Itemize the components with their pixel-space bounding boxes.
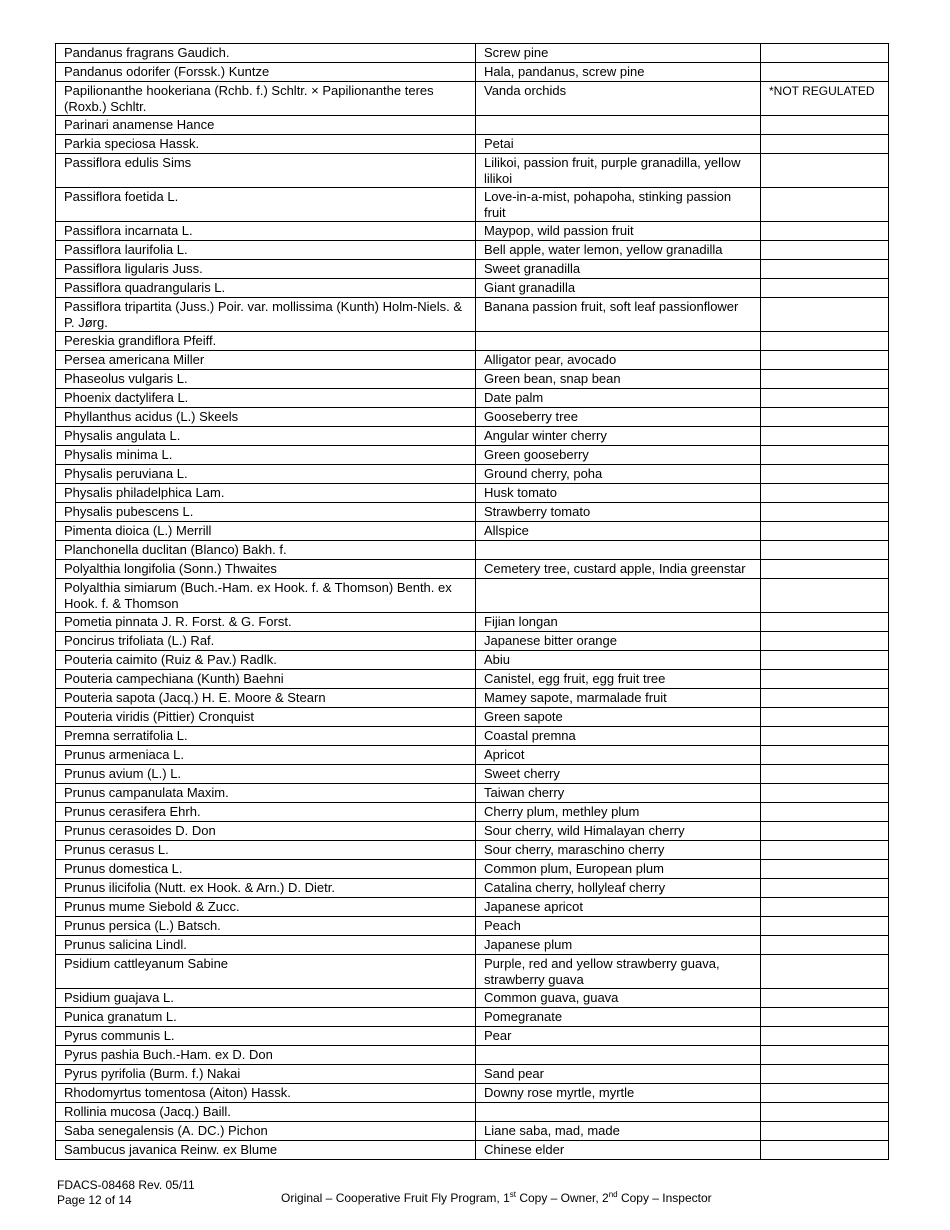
common-name-cell: Pomegranate xyxy=(476,1008,761,1027)
table-row xyxy=(56,898,889,917)
regulation-note-cell xyxy=(761,746,889,765)
common-name-cell: Allspice xyxy=(476,522,761,541)
regulation-note-cell xyxy=(761,1008,889,1027)
common-name-cell: Purple, red and yellow strawberry guava, strawberry guava xyxy=(476,955,761,989)
table-row xyxy=(56,1084,889,1103)
regulation-note-cell xyxy=(761,803,889,822)
common-name-cell: Green sapote xyxy=(476,708,761,727)
table-row xyxy=(56,446,889,465)
regulation-note-cell xyxy=(761,135,889,154)
common-name-cell: Mamey sapote, marmalade fruit xyxy=(476,689,761,708)
common-name-cell: Sour cherry, wild Himalayan cherry xyxy=(476,822,761,841)
scientific-name-cell: Premna serratifolia L. xyxy=(56,727,476,746)
table-row xyxy=(56,765,889,784)
table-row xyxy=(56,389,889,408)
scientific-name-cell: Pouteria sapota (Jacq.) H. E. Moore & Stearn xyxy=(56,689,476,708)
scientific-name-cell: Pandanus odorifer (Forssk.) Kuntze xyxy=(56,63,476,82)
scientific-name-cell: Pyrus communis L. xyxy=(56,1027,476,1046)
scientific-name-cell: Pouteria caimito (Ruiz & Pav.) Radlk. xyxy=(56,651,476,670)
common-name-cell: Common guava, guava xyxy=(476,989,761,1008)
table-row xyxy=(56,260,889,279)
regulation-note-cell xyxy=(761,898,889,917)
scientific-name-cell: Pereskia grandiflora Pfeiff. xyxy=(56,332,476,351)
regulation-note-cell xyxy=(761,154,889,188)
regulation-note-cell xyxy=(761,708,889,727)
table-row xyxy=(56,241,889,260)
table-row xyxy=(56,1008,889,1027)
table-row xyxy=(56,408,889,427)
scientific-name-cell: Physalis peruviana L. xyxy=(56,465,476,484)
table-row xyxy=(56,841,889,860)
regulation-note-cell xyxy=(761,1141,889,1160)
table-row xyxy=(56,427,889,446)
scientific-name-cell: Passiflora incarnata L. xyxy=(56,222,476,241)
scientific-name-cell: Passiflora tripartita (Juss.) Poir. var. mollissima (Kunth) Holm-Niels. & P. Jørg. xyxy=(56,298,476,332)
regulation-note-cell xyxy=(761,879,889,898)
common-name-cell: Common plum, European plum xyxy=(476,860,761,879)
scientific-name-cell: Physalis philadelphica Lam. xyxy=(56,484,476,503)
regulation-note-cell xyxy=(761,222,889,241)
common-name-cell: Liane saba, mad, made xyxy=(476,1122,761,1141)
scientific-name-cell: Prunus ilicifolia (Nutt. ex Hook. & Arn.) D. Dietr. xyxy=(56,879,476,898)
table-row xyxy=(56,465,889,484)
regulation-note-cell xyxy=(761,784,889,803)
regulation-note-cell: *NOT REGULATED xyxy=(761,82,889,116)
scientific-name-cell: Rollinia mucosa (Jacq.) Baill. xyxy=(56,1103,476,1122)
common-name-cell: Alligator pear, avocado xyxy=(476,351,761,370)
table-row xyxy=(56,689,889,708)
table-row xyxy=(56,503,889,522)
regulation-note-cell xyxy=(761,241,889,260)
scientific-name-cell: Prunus salicina Lindl. xyxy=(56,936,476,955)
table-row xyxy=(56,332,889,351)
regulation-note-cell xyxy=(761,670,889,689)
common-name-cell: Peach xyxy=(476,917,761,936)
regulation-note-cell xyxy=(761,332,889,351)
scientific-name-cell: Pyrus pyrifolia (Burm. f.) Nakai xyxy=(56,1065,476,1084)
common-name-cell: Sour cherry, maraschino cherry xyxy=(476,841,761,860)
table-row xyxy=(56,803,889,822)
table-row xyxy=(56,955,889,989)
table-row xyxy=(56,1027,889,1046)
common-name-cell: Cemetery tree, custard apple, India greenstar xyxy=(476,560,761,579)
common-name-cell: Bell apple, water lemon, yellow granadilla xyxy=(476,241,761,260)
copies-suffix: Copy – Inspector xyxy=(617,1191,712,1205)
scientific-name-cell: Pyrus pashia Buch.-Ham. ex D. Don xyxy=(56,1046,476,1065)
regulation-note-cell xyxy=(761,579,889,613)
regulation-note-cell xyxy=(761,1122,889,1141)
regulation-note-cell xyxy=(761,279,889,298)
regulation-note-cell xyxy=(761,351,889,370)
common-name-cell: Date palm xyxy=(476,389,761,408)
scientific-name-cell: Planchonella duclitan (Blanco) Bakh. f. xyxy=(56,541,476,560)
footer-form-info xyxy=(57,1178,195,1208)
regulation-note-cell xyxy=(761,63,889,82)
scientific-name-cell: Prunus mume Siebold & Zucc. xyxy=(56,898,476,917)
regulation-note-cell xyxy=(761,651,889,670)
common-name-cell: Gooseberry tree xyxy=(476,408,761,427)
regulation-note-cell xyxy=(761,1084,889,1103)
scientific-name-cell: Prunus cerasifera Ehrh. xyxy=(56,803,476,822)
common-name-cell: Taiwan cherry xyxy=(476,784,761,803)
common-name-cell: Hala, pandanus, screw pine xyxy=(476,63,761,82)
regulation-note-cell xyxy=(761,298,889,332)
scientific-name-cell: Sambucus javanica Reinw. ex Blume xyxy=(56,1141,476,1160)
common-name-cell: Husk tomato xyxy=(476,484,761,503)
scientific-name-cell: Papilionanthe hookeriana (Rchb. f.) Schltr. × Papilionanthe teres (Roxb.) Schltr. xyxy=(56,82,476,116)
scientific-name-cell: Poncirus trifoliata (L.) Raf. xyxy=(56,632,476,651)
table-row xyxy=(56,784,889,803)
table-row xyxy=(56,541,889,560)
scientific-name-cell: Psidium guajava L. xyxy=(56,989,476,1008)
regulation-note-cell xyxy=(761,989,889,1008)
scientific-name-cell: Parkia speciosa Hassk. xyxy=(56,135,476,154)
scientific-name-cell: Phoenix dactylifera L. xyxy=(56,389,476,408)
regulation-note-cell xyxy=(761,541,889,560)
regulation-note-cell xyxy=(761,560,889,579)
regulation-note-cell xyxy=(761,522,889,541)
scientific-name-cell: Rhodomyrtus tomentosa (Aiton) Hassk. xyxy=(56,1084,476,1103)
table-row xyxy=(56,484,889,503)
common-name-cell: Catalina cherry, hollyleaf cherry xyxy=(476,879,761,898)
scientific-name-cell: Prunus cerasoides D. Don xyxy=(56,822,476,841)
regulation-note-cell xyxy=(761,936,889,955)
scientific-name-cell: Phyllanthus acidus (L.) Skeels xyxy=(56,408,476,427)
common-name-cell: Sweet cherry xyxy=(476,765,761,784)
scientific-name-cell: Polyalthia simiarum (Buch.-Ham. ex Hook. f. & Thomson) Benth. ex Hook. f. & Thomson xyxy=(56,579,476,613)
common-name-cell: Canistel, egg fruit, egg fruit tree xyxy=(476,670,761,689)
common-name-cell: Apricot xyxy=(476,746,761,765)
regulation-note-cell xyxy=(761,44,889,63)
table-row xyxy=(56,708,889,727)
table-row xyxy=(56,822,889,841)
footer-copies-note xyxy=(281,1191,712,1206)
page-number: Page 12 of 14 xyxy=(57,1193,132,1207)
common-name-cell: Pear xyxy=(476,1027,761,1046)
common-name-cell: Chinese elder xyxy=(476,1141,761,1160)
table-row xyxy=(56,860,889,879)
table-row xyxy=(56,222,889,241)
table-row xyxy=(56,1122,889,1141)
common-name-cell: Screw pine xyxy=(476,44,761,63)
scientific-name-cell: Pouteria viridis (Pittier) Cronquist xyxy=(56,708,476,727)
regulation-note-cell xyxy=(761,689,889,708)
regulation-note-cell xyxy=(761,260,889,279)
table-row xyxy=(56,154,889,188)
scientific-name-cell: Punica granatum L. xyxy=(56,1008,476,1027)
common-name-cell: Giant granadilla xyxy=(476,279,761,298)
regulation-note-cell xyxy=(761,1103,889,1122)
copies-sup-1: st xyxy=(509,1190,516,1199)
regulation-note-cell xyxy=(761,613,889,632)
table-row xyxy=(56,279,889,298)
regulation-note-cell xyxy=(761,503,889,522)
table-row xyxy=(56,632,889,651)
common-name-cell: Cherry plum, methley plum xyxy=(476,803,761,822)
common-name-cell: Lilikoi, passion fruit, purple granadilla, yellow lilikoi xyxy=(476,154,761,188)
common-name-cell: Sweet granadilla xyxy=(476,260,761,279)
table-row xyxy=(56,63,889,82)
common-name-cell: Angular winter cherry xyxy=(476,427,761,446)
scientific-name-cell: Polyalthia longifolia (Sonn.) Thwaites xyxy=(56,560,476,579)
table-row xyxy=(56,135,889,154)
table-row xyxy=(56,522,889,541)
table-row xyxy=(56,298,889,332)
common-name-cell: Japanese apricot xyxy=(476,898,761,917)
regulation-note-cell xyxy=(761,1065,889,1084)
copies-mid: Copy – Owner, 2 xyxy=(515,1191,609,1205)
table-row xyxy=(56,560,889,579)
scientific-name-cell: Pouteria campechiana (Kunth) Baehni xyxy=(56,670,476,689)
scientific-name-cell: Pimenta dioica (L.) Merrill xyxy=(56,522,476,541)
common-name-cell: Love-in-a-mist, pohapoha, stinking passion fruit xyxy=(476,188,761,222)
regulation-note-cell xyxy=(761,917,889,936)
common-name-cell: Green bean, snap bean xyxy=(476,370,761,389)
common-name-cell: Ground cherry, poha xyxy=(476,465,761,484)
table-row xyxy=(56,879,889,898)
scientific-name-cell: Prunus persica (L.) Batsch. xyxy=(56,917,476,936)
regulation-note-cell xyxy=(761,188,889,222)
scientific-name-cell: Pandanus fragrans Gaudich. xyxy=(56,44,476,63)
regulation-note-cell xyxy=(761,116,889,135)
scientific-name-cell: Passiflora ligularis Juss. xyxy=(56,260,476,279)
table-row xyxy=(56,651,889,670)
common-name-cell: Petai xyxy=(476,135,761,154)
common-name-cell: Vanda orchids xyxy=(476,82,761,116)
regulation-note-cell xyxy=(761,427,889,446)
common-name-cell xyxy=(476,1103,761,1122)
common-name-cell: Maypop, wild passion fruit xyxy=(476,222,761,241)
table-row xyxy=(56,917,889,936)
scientific-name-cell: Physalis angulata L. xyxy=(56,427,476,446)
scientific-name-cell: Persea americana Miller xyxy=(56,351,476,370)
scientific-name-cell: Physalis minima L. xyxy=(56,446,476,465)
regulation-note-cell xyxy=(761,484,889,503)
table-row xyxy=(56,188,889,222)
scientific-name-cell: Prunus cerasus L. xyxy=(56,841,476,860)
regulation-note-cell xyxy=(761,446,889,465)
table-row xyxy=(56,613,889,632)
common-name-cell: Japanese plum xyxy=(476,936,761,955)
scientific-name-cell: Passiflora foetida L. xyxy=(56,188,476,222)
copies-prefix: Original – Cooperative Fruit Fly Program, 1 xyxy=(281,1191,510,1205)
common-name-cell: Japanese bitter orange xyxy=(476,632,761,651)
scientific-name-cell: Phaseolus vulgaris L. xyxy=(56,370,476,389)
scientific-name-cell: Pometia pinnata J. R. Forst. & G. Forst. xyxy=(56,613,476,632)
common-name-cell: Downy rose myrtle, myrtle xyxy=(476,1084,761,1103)
common-name-cell: Green gooseberry xyxy=(476,446,761,465)
table-row xyxy=(56,936,889,955)
table-row xyxy=(56,370,889,389)
regulation-note-cell xyxy=(761,822,889,841)
scientific-name-cell: Psidium cattleyanum Sabine xyxy=(56,955,476,989)
regulation-note-cell xyxy=(761,727,889,746)
scientific-name-cell: Passiflora edulis Sims xyxy=(56,154,476,188)
common-name-cell: Banana passion fruit, soft leaf passionflower xyxy=(476,298,761,332)
common-name-cell: Fijian longan xyxy=(476,613,761,632)
scientific-name-cell: Saba senegalensis (A. DC.) Pichon xyxy=(56,1122,476,1141)
common-name-cell xyxy=(476,541,761,560)
regulation-note-cell xyxy=(761,765,889,784)
regulation-note-cell xyxy=(761,860,889,879)
regulation-note-cell xyxy=(761,408,889,427)
regulation-note-cell xyxy=(761,955,889,989)
common-name-cell: Strawberry tomato xyxy=(476,503,761,522)
table-row xyxy=(56,351,889,370)
table-row xyxy=(56,44,889,63)
scientific-name-cell: Prunus campanulata Maxim. xyxy=(56,784,476,803)
common-name-cell xyxy=(476,116,761,135)
table-row xyxy=(56,1065,889,1084)
common-name-cell xyxy=(476,579,761,613)
table-row xyxy=(56,1141,889,1160)
table-row xyxy=(56,670,889,689)
regulation-note-cell xyxy=(761,465,889,484)
table-row xyxy=(56,746,889,765)
regulation-note-cell xyxy=(761,1046,889,1065)
table-row xyxy=(56,727,889,746)
form-id: FDACS-08468 Rev. 05/11 xyxy=(57,1178,195,1192)
host-plant-table xyxy=(55,43,889,1160)
common-name-cell: Abiu xyxy=(476,651,761,670)
scientific-name-cell: Passiflora laurifolia L. xyxy=(56,241,476,260)
table-row xyxy=(56,82,889,116)
regulation-note-cell xyxy=(761,841,889,860)
common-name-cell xyxy=(476,332,761,351)
scientific-name-cell: Parinari anamense Hance xyxy=(56,116,476,135)
scientific-name-cell: Passiflora quadrangularis L. xyxy=(56,279,476,298)
table-row xyxy=(56,989,889,1008)
common-name-cell: Coastal premna xyxy=(476,727,761,746)
scientific-name-cell: Prunus avium (L.) L. xyxy=(56,765,476,784)
regulation-note-cell xyxy=(761,1027,889,1046)
regulation-note-cell xyxy=(761,389,889,408)
common-name-cell xyxy=(476,1046,761,1065)
host-plant-table-container xyxy=(55,43,888,1160)
table-row xyxy=(56,579,889,613)
scientific-name-cell: Prunus armeniaca L. xyxy=(56,746,476,765)
table-row xyxy=(56,1046,889,1065)
copies-sup-2: nd xyxy=(608,1190,618,1199)
scientific-name-cell: Prunus domestica L. xyxy=(56,860,476,879)
table-row xyxy=(56,116,889,135)
common-name-cell: Sand pear xyxy=(476,1065,761,1084)
table-row xyxy=(56,1103,889,1122)
regulation-note-cell xyxy=(761,370,889,389)
scientific-name-cell: Physalis pubescens L. xyxy=(56,503,476,522)
regulation-note-cell xyxy=(761,632,889,651)
